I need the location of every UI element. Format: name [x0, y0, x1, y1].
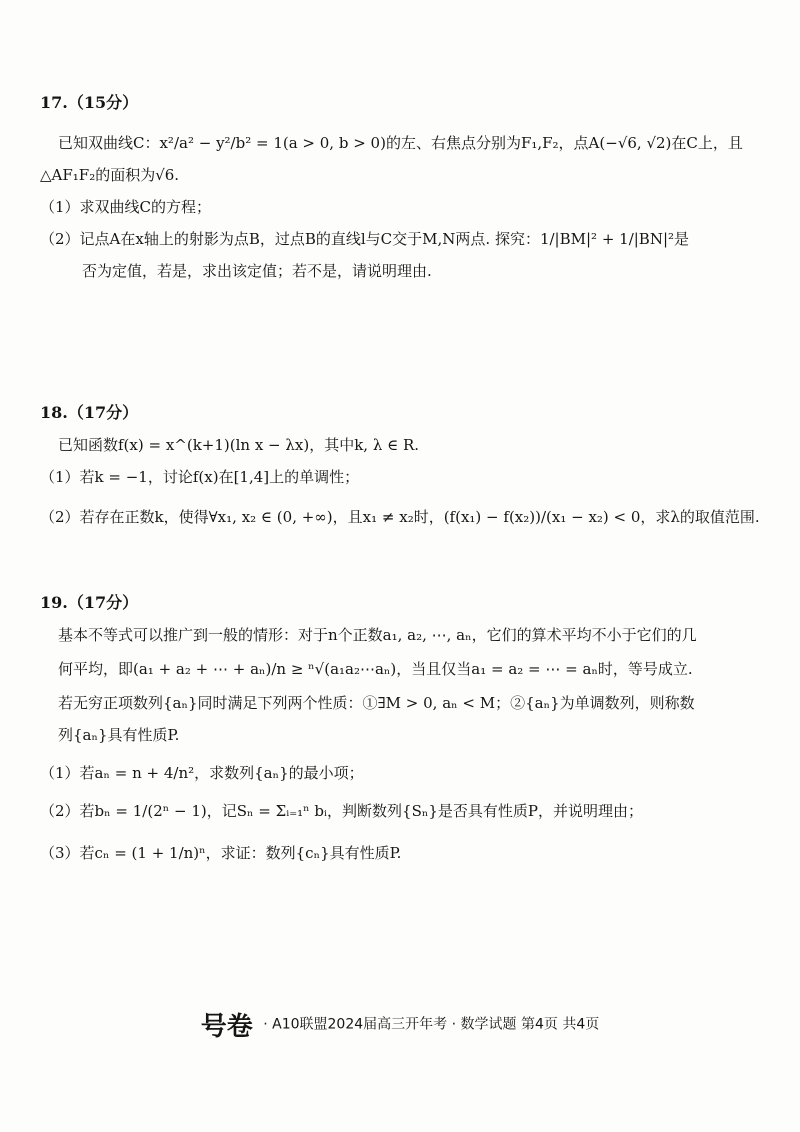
- problem-19-part-2: （2）若bₙ = 1/(2ⁿ − 1)，记Sₙ = Σᵢ₌₁ⁿ bᵢ，判断数列{Sₙ}是否具有性质P，并说明理由；: [40, 802, 643, 820]
- problem-19-line-4: 列{aₙ}具有性质P.: [58, 726, 180, 744]
- problem-17-line-2: △AF₁F₂的面积为√6.: [40, 166, 180, 184]
- problem-18-part-2: （2）若存在正数k，使得∀x₁, x₂ ∈ (0, +∞)，且x₁ ≠ x₂时，(f(x₁) − f(x₂))/(x₁ − x₂) < 0，求λ的取值范围.: [40, 508, 760, 526]
- problem-18-part-1: （1）若k = −1，讨论f(x)在[1,4]上的单调性；: [40, 468, 360, 486]
- footer-text: · A10联盟2024届高三开年考 · 数学试题 第4页 共4页: [263, 1016, 600, 1033]
- problem-19-line-2: 何平均，即(a₁ + a₂ + ⋯ + aₙ)/n ≥ ⁿ√(a₁a₂⋯aₙ)，当且仅当a₁ = a₂ = ⋯ = aₙ时，等号成立.: [58, 660, 693, 678]
- problem-19-header: 19.（17分）: [40, 593, 139, 612]
- problem-17-part-2: （2）记点A在x轴上的射影为点B，过点B的直线l与C交于M,N两点. 探究：1/|BM|² + 1/|BN|²是: [40, 230, 690, 248]
- problem-18: [40, 400, 760, 537]
- problem-18-header: 18.（17分）: [40, 403, 139, 422]
- problem-17-line-1: 已知双曲线C：x²/a² − y²/b² = 1(a > 0, b > 0)的左、右焦点分别为F₁,F₂，点A(−√6, √2)在C上，且: [58, 134, 743, 152]
- page-footer: [0, 1006, 800, 1043]
- problem-19-line-3: 若无穷正项数列{aₙ}同时满足下列两个性质：①∃M > 0, aₙ < M；②{aₙ}为单调数列，则称数: [58, 694, 695, 712]
- problem-19-part-3: （3）若cₙ = (1 + 1/n)ⁿ，求证：数列{cₙ}具有性质P.: [40, 844, 402, 862]
- problem-17-header: 17.（15分）: [40, 93, 139, 112]
- problem-19-part-1: （1）若aₙ = n + 4/n²，求数列{aₙ}的最小项；: [40, 764, 364, 782]
- problem-17-part-1: （1）求双曲线C的方程；: [40, 198, 212, 216]
- footer-logo: 号卷: [200, 1012, 253, 1042]
- problem-19-line-1: 基本不等式可以推广到一般的情形：对于n个正数a₁, a₂, ⋯, aₙ，它们的算术平均不小于它们的几: [58, 626, 697, 644]
- problem-17: [40, 90, 743, 291]
- problem-19: [40, 590, 740, 873]
- problem-18-line-1: 已知函数f(x) = x^(k+1)(ln x − λx)，其中k, λ ∈ R.: [58, 436, 420, 454]
- problem-17-part-2-cont: 否为定值，若是，求出该定值；若不是，请说明理由.: [82, 262, 432, 280]
